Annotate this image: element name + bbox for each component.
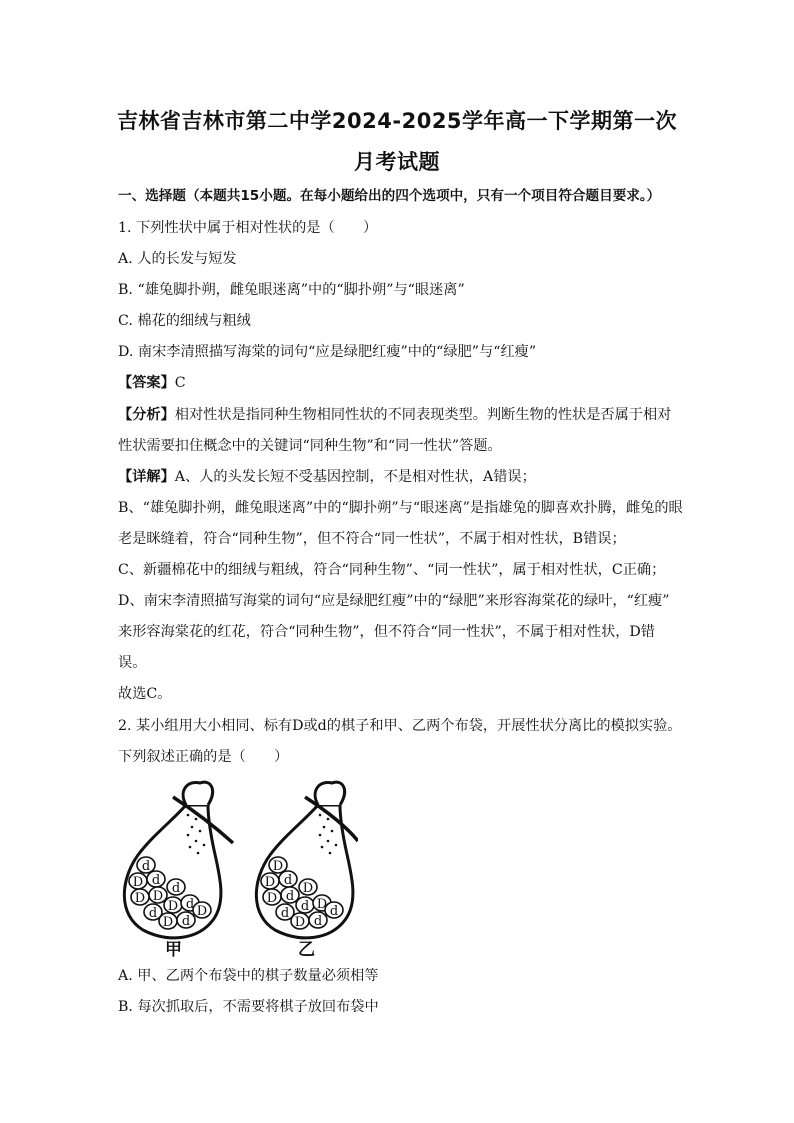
svg-text:d: d [313,914,323,929]
q1-option-d: D. 南宋李清照描写海棠的词句“应是绿肥红瘦”中的“绿肥”与“红瘦” [118,344,537,360]
bag-yi-illustration [256,782,358,938]
detail-label: 【详解】 [118,469,175,485]
svg-text:D: D [167,899,179,914]
svg-text:d: d [141,859,151,874]
bag-label-jia: 甲 [165,940,182,960]
svg-text:d: d [300,899,310,914]
svg-text:d: d [283,873,293,888]
analysis-text-1: 相对性状是指同种生物相同性状的不同表现类型。判断生物的性状是否属于相对 [174,407,672,423]
svg-text:d: d [181,914,191,929]
bag-figure [118,775,358,965]
svg-text:D: D [316,897,328,912]
svg-text:d: d [185,897,195,912]
q1-detail-line-7: 误。 [118,655,147,671]
q1-detail-line-2: B、“雄兔脚扑朔，雌兔眼迷离”中的“脚扑朔”与“眼迷离”是指雄兔的脚喜欢扑腾，雌兔的眼 [118,500,683,516]
q2-option-b: B. 每次抓取后，不需要将棋子放回布袋中 [118,999,379,1015]
q1-answer [118,373,698,393]
q1-detail-line-1 [118,467,698,487]
svg-text:D: D [272,859,284,874]
svg-text:D: D [162,915,174,930]
answer-value: C [174,375,186,391]
svg-text:D: D [152,889,164,904]
q1-conclusion: 故选C。 [118,686,172,702]
q1-stem: 1. 下列性状中属于相对性状的是（ ） [118,220,378,236]
q2-stem-line-2: 下列叙述正确的是（ ） [118,749,289,765]
bag-label-yi: 乙 [298,940,315,960]
q1-option-a: A. 人的长发与短发 [118,251,237,267]
svg-text:D: D [294,915,306,930]
svg-text:D: D [266,891,278,906]
detail-text-1: A、人的头发长短不受基因控制，不是相对性状，A错误； [174,469,536,485]
q2-option-a: A. 甲、乙两个布袋中的棋子数量必须相等 [118,968,379,984]
q1-detail-line-3: 老是眯缝着，符合“同种生物”，但不符合“同一性状”，不属于相对性状，B错误； [118,531,626,547]
svg-text:d: d [171,881,181,896]
svg-text:D: D [134,891,146,906]
q2-stem-line-1: 2. 某小组用大小相同、标有D或d的棋子和甲、乙两个布袋，开展性状分离比的模拟实验。 [118,718,682,734]
page-title-line-2: 月考试题 [354,150,440,174]
q1-detail-line-4: C、新疆棉花中的细绒与粗绒，符合“同种生物”、“同一性状”，属于相对性状，C正确； [118,562,666,578]
svg-text:d: d [329,904,339,919]
q1-analysis-line-2: 性状需要扣住概念中的关键词“同种生物”和“同一性状”答题。 [118,438,502,454]
svg-text:D: D [132,875,144,890]
q1-option-c: C. 棉花的细绒与粗绒 [118,313,251,329]
q1-analysis-line-1 [118,405,698,425]
bag-jia-illustration [124,782,233,938]
svg-text:d: d [148,906,158,921]
q1-option-b: B. “雄兔脚扑朔，雌兔眼迷离”中的“脚扑朔”与“眼迷离” [118,282,465,298]
q1-detail-line-6: 来形容海棠花的红花，符合“同种生物”，但不符合“同一性状”，不属于相对性状，D错 [118,624,655,640]
svg-text:d: d [285,889,295,904]
svg-text:d: d [280,906,290,921]
analysis-label: 【分析】 [118,407,175,423]
svg-text:D: D [264,875,276,890]
answer-label: 【答案】 [118,375,175,391]
svg-text:D: D [196,904,208,919]
page-title-line-1: 吉林省吉林市第二中学2024-2025学年高一下学期第一次 [116,109,678,133]
q1-detail-line-5: D、南宋李清照描写海棠的词句“应是绿肥红瘦”中的“绿肥”来形容海棠花的绿叶，“红瘦” [118,593,670,609]
section-heading: 一、选择题（本题共15小题。在每小题给出的四个选项中，只有一个项目符合题目要求。） [118,188,661,204]
svg-text:D: D [302,881,314,896]
svg-text:d: d [151,873,161,888]
